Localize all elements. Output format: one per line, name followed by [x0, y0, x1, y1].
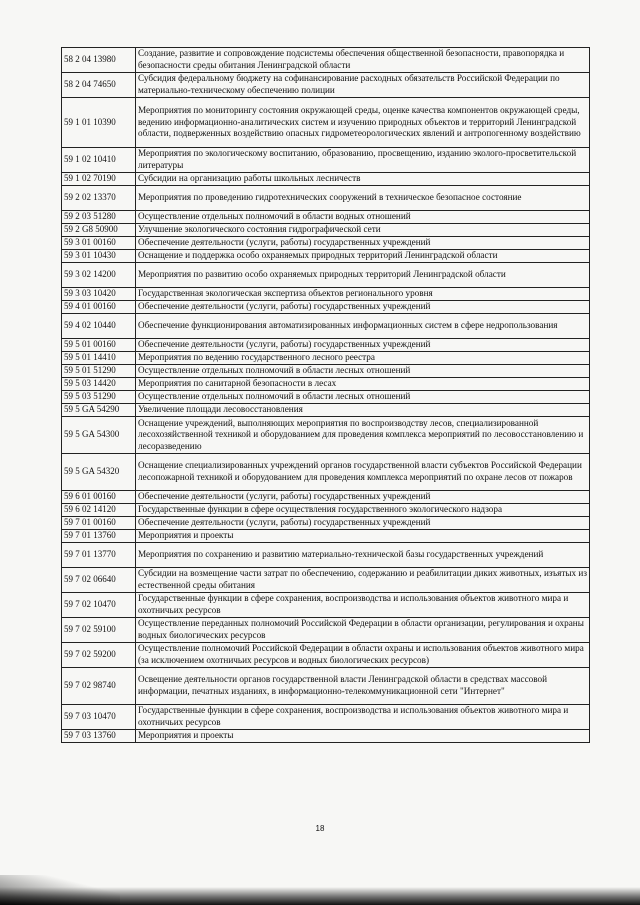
table-body — [62, 48, 590, 743]
row-code: 59 5 03 51290 — [62, 391, 136, 404]
row-code: 59 1 01 10390 — [62, 98, 136, 148]
row-code: 59 4 01 00160 — [62, 301, 136, 314]
table-row — [62, 148, 590, 173]
row-description: Осуществление отдельных полномочий в области водных отношений — [136, 211, 590, 224]
row-code: 59 5 GA 54290 — [62, 404, 136, 417]
row-code: 59 5 GA 54320 — [62, 454, 136, 491]
table-row — [62, 352, 590, 365]
table-row — [62, 668, 590, 705]
table-row — [62, 365, 590, 378]
row-code: 59 5 01 51290 — [62, 365, 136, 378]
row-description: Субсидии на возмещение части затрат по обеспечению, содержанию и реабилитации диких животных, изъятых из естественной среды обитания — [136, 568, 590, 593]
table-row — [62, 705, 590, 730]
row-description: Государственные функции в сфере осуществления государственного экологического надзора — [136, 504, 590, 517]
row-description: Государственные функции в сфере сохранения, воспроизводства и использования объектов животного мира и охотничьих ресурсов — [136, 593, 590, 618]
row-description: Обеспечение деятельности (услуги, работы) государственных учреждений — [136, 339, 590, 352]
row-code: 59 3 01 10430 — [62, 250, 136, 263]
row-code: 59 7 02 98740 — [62, 668, 136, 705]
row-description: Обеспечение деятельности (услуги, работы) государственных учреждений — [136, 301, 590, 314]
row-code: 59 5 01 14410 — [62, 352, 136, 365]
row-description: Обеспечение деятельности (услуги, работы) государственных учреждений — [136, 517, 590, 530]
row-code: 59 7 01 00160 — [62, 517, 136, 530]
row-description: Государственные функции в сфере сохранения, воспроизводства и использования объектов животного мира и охотничьих ресурсов — [136, 705, 590, 730]
row-description: Обеспечение деятельности (услуги, работы) государственных учреждений — [136, 491, 590, 504]
budget-codes-table — [61, 47, 590, 743]
table-row — [62, 250, 590, 263]
table-row — [62, 543, 590, 568]
row-description: Государственная экологическая экспертиза объектов регионального уровня — [136, 288, 590, 301]
row-code: 58 2 04 74650 — [62, 73, 136, 98]
table-row — [62, 417, 590, 454]
table-row — [62, 730, 590, 743]
table-row — [62, 530, 590, 543]
row-description: Создание, развитие и сопровождение подсистемы обеспечения общественной безопасности, правопорядка и безопасности среды обитания Ленинградской области — [136, 48, 590, 73]
row-description: Оснащение специализированных учреждений органов государственной власти субъектов Российской Федерации лесопожарной техникой и оборудованием для проведения комплекса мероприятий по охране лесов от пожаров — [136, 454, 590, 491]
row-description: Мероприятия по сохранению и развитию материально-технической базы государственных учреждений — [136, 543, 590, 568]
table-row — [62, 391, 590, 404]
row-code: 59 7 03 13760 — [62, 730, 136, 743]
row-code: 59 5 03 14420 — [62, 378, 136, 391]
row-code: 59 1 02 10410 — [62, 148, 136, 173]
row-description: Обеспечение функционирования автоматизированных информационных систем в сфере недропользования — [136, 314, 590, 339]
row-code: 59 7 02 59200 — [62, 643, 136, 668]
row-code: 59 6 01 00160 — [62, 491, 136, 504]
row-description: Субсидия федеральному бюджету на софинансирование расходных обязательств Российской Федерации по материально-техническому обеспечению полиции — [136, 73, 590, 98]
row-description: Улучшение экологического состояния гидрографической сети — [136, 224, 590, 237]
row-code: 59 7 03 10470 — [62, 705, 136, 730]
row-description: Осуществление отдельных полномочий в области лесных отношений — [136, 391, 590, 404]
row-description: Оснащение учреждений, выполняющих мероприятия по воспроизводству лесов, специализированной лесохозяйственной техникой и оборудованием для проведения комплекса мероприятий по лесовосстановлению и лесоразведению — [136, 417, 590, 454]
table-row — [62, 517, 590, 530]
table-row — [62, 491, 590, 504]
row-code: 59 3 02 14200 — [62, 263, 136, 288]
row-description: Мероприятия по мониторингу состояния окружающей среды, оценке качества компонентов окружающей среды, ведению информационно-аналитических систем и изучению природных объектов и территорий Ленинградской области, подверженных воздействию опасных гидрометеорологических явлений и антропогенному воздействию — [136, 98, 590, 148]
row-code: 59 7 02 10470 — [62, 593, 136, 618]
table-row — [62, 173, 590, 186]
row-description: Увеличение площади лесовосстановления — [136, 404, 590, 417]
row-description: Осуществление переданных полномочий Российской Федерации в области организации, регулирования и охраны водных биологических ресурсов — [136, 618, 590, 643]
row-code: 59 5 GA 54300 — [62, 417, 136, 454]
table-row — [62, 73, 590, 98]
row-code: 59 7 02 06640 — [62, 568, 136, 593]
table-row — [62, 186, 590, 211]
page-number: 18 — [315, 824, 325, 833]
table-row — [62, 211, 590, 224]
row-description: Осуществление отдельных полномочий в области лесных отношений — [136, 365, 590, 378]
table-row — [62, 301, 590, 314]
table-row — [62, 454, 590, 491]
row-code: 59 5 01 00160 — [62, 339, 136, 352]
row-code: 59 2 03 51280 — [62, 211, 136, 224]
table-row — [62, 98, 590, 148]
row-description: Оснащение и поддержка особо охраняемых природных территорий Ленинградской области — [136, 250, 590, 263]
table-row — [62, 314, 590, 339]
row-description: Обеспечение деятельности (услуги, работы) государственных учреждений — [136, 237, 590, 250]
table-row — [62, 618, 590, 643]
row-code: 59 3 01 00160 — [62, 237, 136, 250]
row-code: 59 7 02 59100 — [62, 618, 136, 643]
row-code: 59 3 03 10420 — [62, 288, 136, 301]
row-code: 59 7 01 13770 — [62, 543, 136, 568]
table-row — [62, 263, 590, 288]
table-row — [62, 339, 590, 352]
row-description: Освещение деятельности органов государственной власти Ленинградской области в средствах массовой информации, печатных изданиях, в информационно-телекоммуникационной сети "Интернет" — [136, 668, 590, 705]
row-description: Мероприятия по развитию особо охраняемых природных территорий Ленинградской области — [136, 263, 590, 288]
budget-codes-table-wrapper — [61, 47, 589, 743]
row-description: Мероприятия и проекты — [136, 730, 590, 743]
table-row — [62, 643, 590, 668]
row-description: Субсидии на организацию работы школьных лесничеств — [136, 173, 590, 186]
table-row — [62, 288, 590, 301]
table-row — [62, 237, 590, 250]
row-description: Мероприятия по экологическому воспитанию, образованию, просвещению, изданию эколого-просветительской литературы — [136, 148, 590, 173]
row-description: Мероприятия по проведению гидротехнических сооружений в техническое безопасное состояние — [136, 186, 590, 211]
scan-shadow-corner — [0, 875, 120, 905]
table-row — [62, 504, 590, 517]
row-code: 58 2 04 13980 — [62, 48, 136, 73]
row-code: 59 2 G8 50900 — [62, 224, 136, 237]
row-code: 59 1 02 70190 — [62, 173, 136, 186]
row-description: Мероприятия по санитарной безопасности в лесах — [136, 378, 590, 391]
table-row — [62, 404, 590, 417]
row-description: Мероприятия по ведению государственного лесного реестра — [136, 352, 590, 365]
row-description: Мероприятия и проекты — [136, 530, 590, 543]
row-description: Осуществление полномочий Российской Федерации в области охраны и использования объектов животного мира (за исключением охотничьих ресурсов и водных биологических ресурсов) — [136, 643, 590, 668]
row-code: 59 7 01 13760 — [62, 530, 136, 543]
row-code: 59 6 02 14120 — [62, 504, 136, 517]
table-row — [62, 378, 590, 391]
row-code: 59 4 02 10440 — [62, 314, 136, 339]
row-code: 59 2 02 13370 — [62, 186, 136, 211]
table-row — [62, 224, 590, 237]
table-row — [62, 48, 590, 73]
table-row — [62, 568, 590, 593]
table-row — [62, 593, 590, 618]
